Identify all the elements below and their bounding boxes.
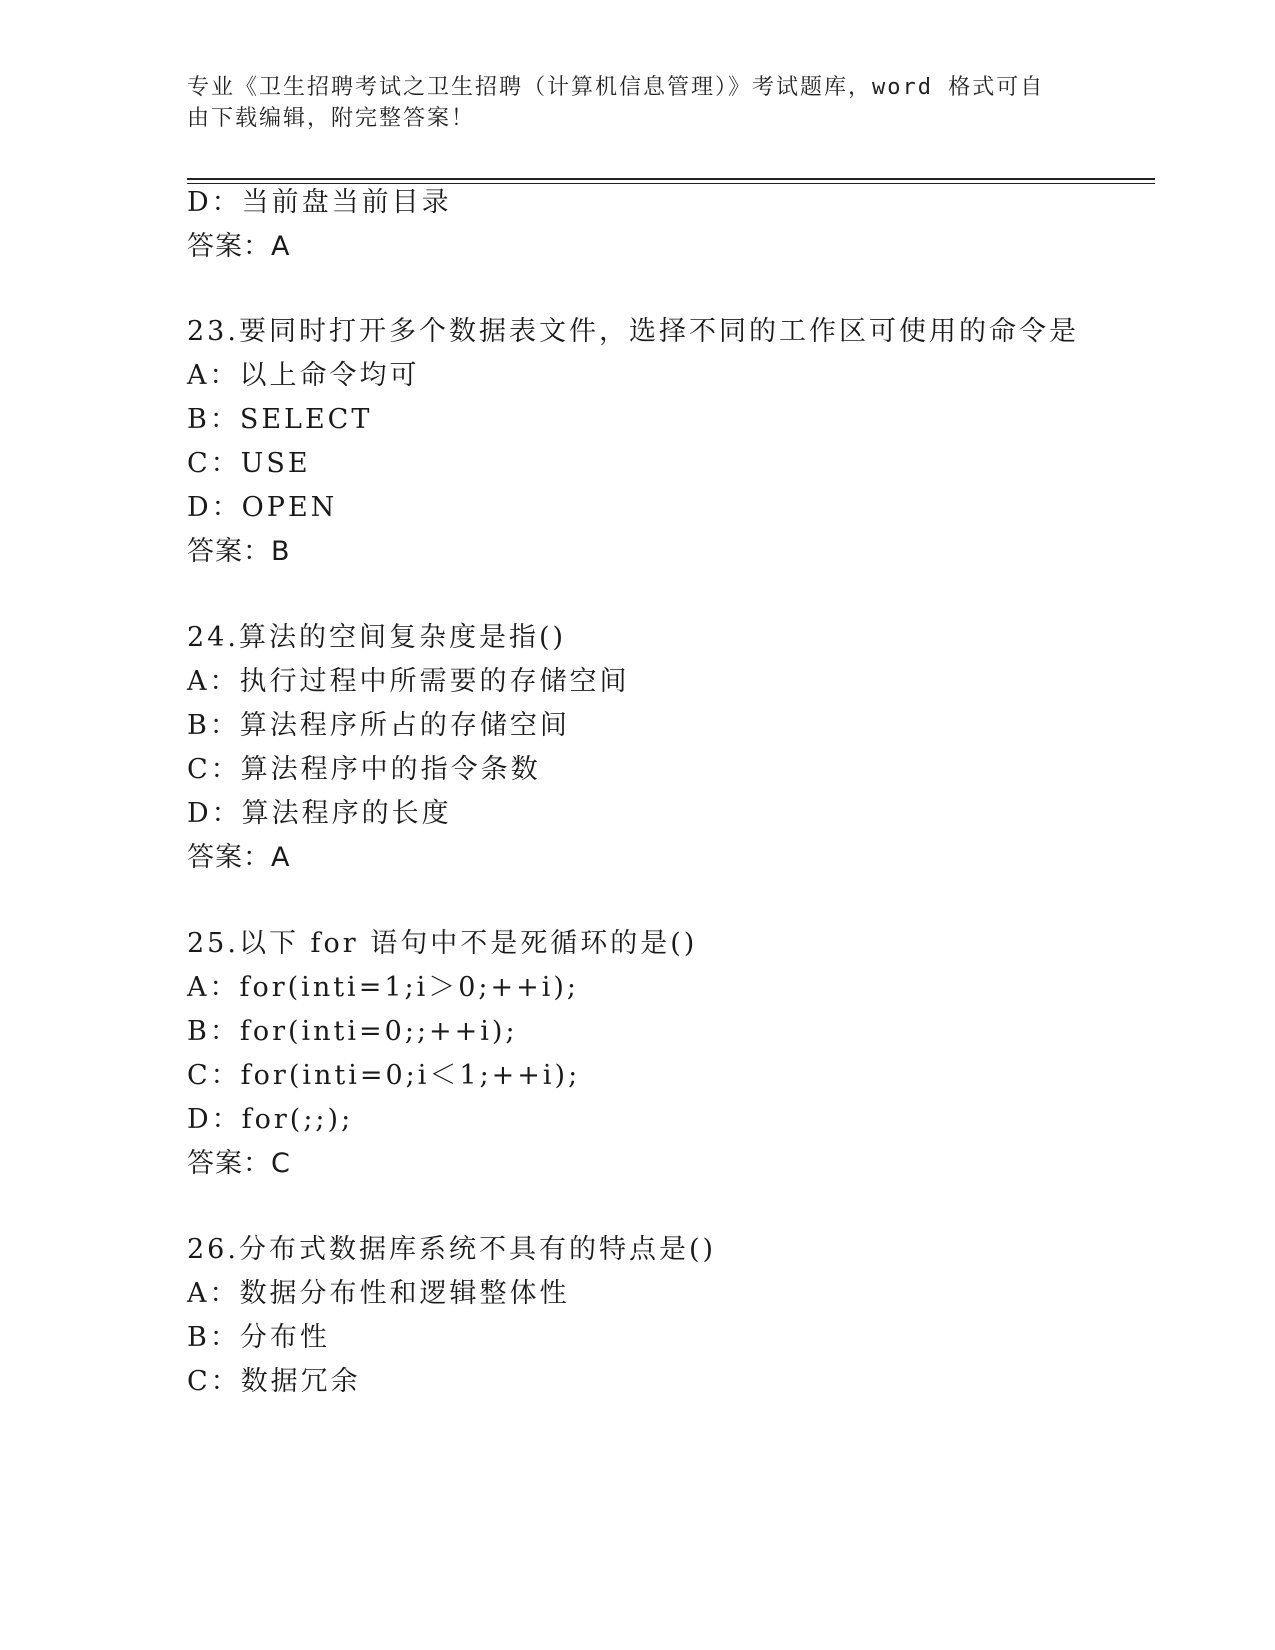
question-25-answer: 答案：C <box>187 1148 291 1179</box>
question-25-option-b: B：for(inti=0;;++i); <box>187 1016 518 1047</box>
answer-prev: 答案：A <box>187 231 291 262</box>
header-divider-thick <box>187 178 1155 180</box>
question-25-option-a: A：for(inti=1;i＞0;++i); <box>187 972 580 1003</box>
question-24-option-a: A：执行过程中所需要的存储空间 <box>187 666 630 697</box>
question-25-option-c: C：for(inti=0;i＜1;++i); <box>187 1060 581 1091</box>
document-header <box>187 72 1067 134</box>
question-24-stem: 24.算法的空间复杂度是指() <box>187 622 567 653</box>
question-23-option-b: B：SELECT <box>187 404 373 435</box>
question-23-option-c: C：USE <box>187 448 311 479</box>
question-26-option-b: B：分布性 <box>187 1322 330 1353</box>
question-25-stem: 25.以下 for 语句中不是死循环的是() <box>187 928 698 959</box>
question-24-answer: 答案：A <box>187 842 291 873</box>
header-line-1: 专业《卫生招聘考试之卫生招聘（计算机信息管理）》考试题库，word 格式可自 <box>187 75 1045 100</box>
question-25-option-d: D：for(;;); <box>187 1104 354 1135</box>
question-24-option-c: C：算法程序中的指令条数 <box>187 754 541 785</box>
question-23-option-a: A：以上命令均可 <box>187 360 420 391</box>
question-24-option-d: D：算法程序的长度 <box>187 798 452 829</box>
question-23-option-d: D：OPEN <box>187 492 338 523</box>
question-23-answer: 答案：B <box>187 536 291 567</box>
header-divider-thin <box>187 183 1155 184</box>
question-26-option-c: C：数据冗余 <box>187 1366 361 1397</box>
option-d-prev: D：当前盘当前目录 <box>187 187 452 218</box>
question-23-stem: 23.要同时打开多个数据表文件，选择不同的工作区可使用的命令是 <box>187 316 1079 347</box>
question-26-option-a: A：数据分布性和逻辑整体性 <box>187 1278 570 1309</box>
question-24-option-b: B：算法程序所占的存储空间 <box>187 710 570 741</box>
header-line-2: 由下载编辑，附完整答案！ <box>187 106 476 131</box>
question-26-stem: 26.分布式数据库系统不具有的特点是() <box>187 1234 717 1265</box>
